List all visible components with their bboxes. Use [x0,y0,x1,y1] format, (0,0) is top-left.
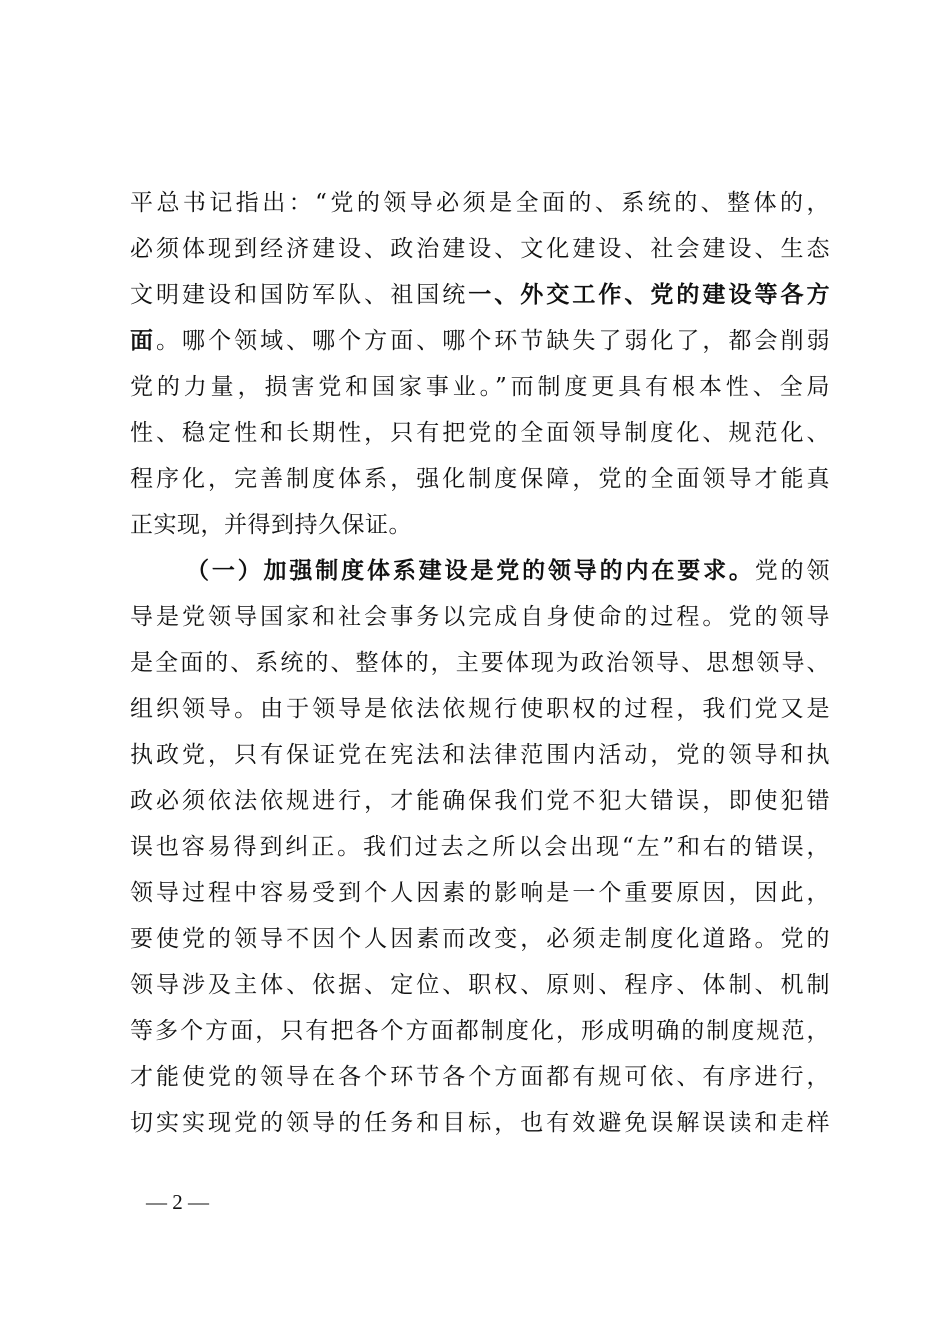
paragraph-2-line-2: 导是党领导国家和社会事务以完成自身使命的过程。党的领导 [130,604,830,630]
paragraph-1-line-1: 平总书记指出：“党的领导必须是全面的、系统的、整体的， [130,190,830,216]
paragraph-1-line-7: 程序化，完善制度体系，强化制度保障，党的全面领导才能真 [130,466,830,492]
paragraph-2-line-6: 政必须依法依规进行，才能确保我们党不犯大错误，即使犯错 [130,788,830,814]
paragraph-1-line-8: 正实现，并得到持久保证。 [130,512,412,538]
paragraph-1-line-6: 性、稳定性和长期性，只有把党的全面领导制度化、规范化、 [130,420,830,446]
paragraph-1-line-2: 必须体现到经济建设、政治建设、文化建设、社会建设、生态 [130,236,830,262]
paragraph-2-line-3: 是全面的、系统的、整体的，主要体现为政治领导、思想领导、 [130,650,830,676]
paragraph-2-line-7: 误也容易得到纠正。我们过去之所以会出现“左”和右的错误， [130,834,830,860]
paragraph-1-line-4 [130,318,830,364]
paragraph-1-line-3 [130,272,830,318]
paragraph-2-line-1 [130,548,830,594]
paragraph-1-line-4-text: 。哪个领域、哪个方面、哪个环节缺失了弱化了，都会削弱 [156,328,831,354]
paragraph-2-line-10: 领导涉及主体、依据、定位、职权、原则、程序、体制、机制 [130,972,830,998]
body-text [130,180,830,1146]
paragraph-1-line-5: 党的力量，损害党和国家事业。”而制度更具有根本性、全局 [130,374,830,400]
section-heading: （一）加强制度体系建设是党的领导的内在要求。 [186,557,755,584]
paragraph-2-line-1-text: 党的领 [754,558,831,584]
paragraph-2-line-11: 等多个方面，只有把各个方面都制度化，形成明确的制度规范， [130,1018,830,1044]
paragraph-2-line-8: 领导过程中容易受到个人因素的影响是一个重要原因，因此， [130,880,830,906]
paragraph-2-line-13: 切实实现党的领导的任务和目标，也有效避免误解误读和走样 [130,1110,830,1136]
bold-emphasis-text: 一、外交工作、党的建设等各方 [468,281,831,308]
paragraph-2-line-5: 执政党，只有保证党在宪法和法律范围内活动，党的领导和执 [130,742,830,768]
paragraph-2-line-9: 要使党的领导不因个人因素而改变，必须走制度化道路。党的 [130,926,830,952]
page-number: — 2 — [146,1190,209,1214]
bold-emphasis-end: 面 [130,327,157,354]
paragraph-2-line-4: 组织领导。由于领导是依法依规行使职权的过程，我们党又是 [130,696,830,722]
paragraph-2-line-12: 才能使党的领导在各个环节各个方面都有规可依、有序进行， [130,1064,830,1090]
paragraph-1-line-3-text: 文明建设和国防军队、祖国统 [130,282,469,308]
